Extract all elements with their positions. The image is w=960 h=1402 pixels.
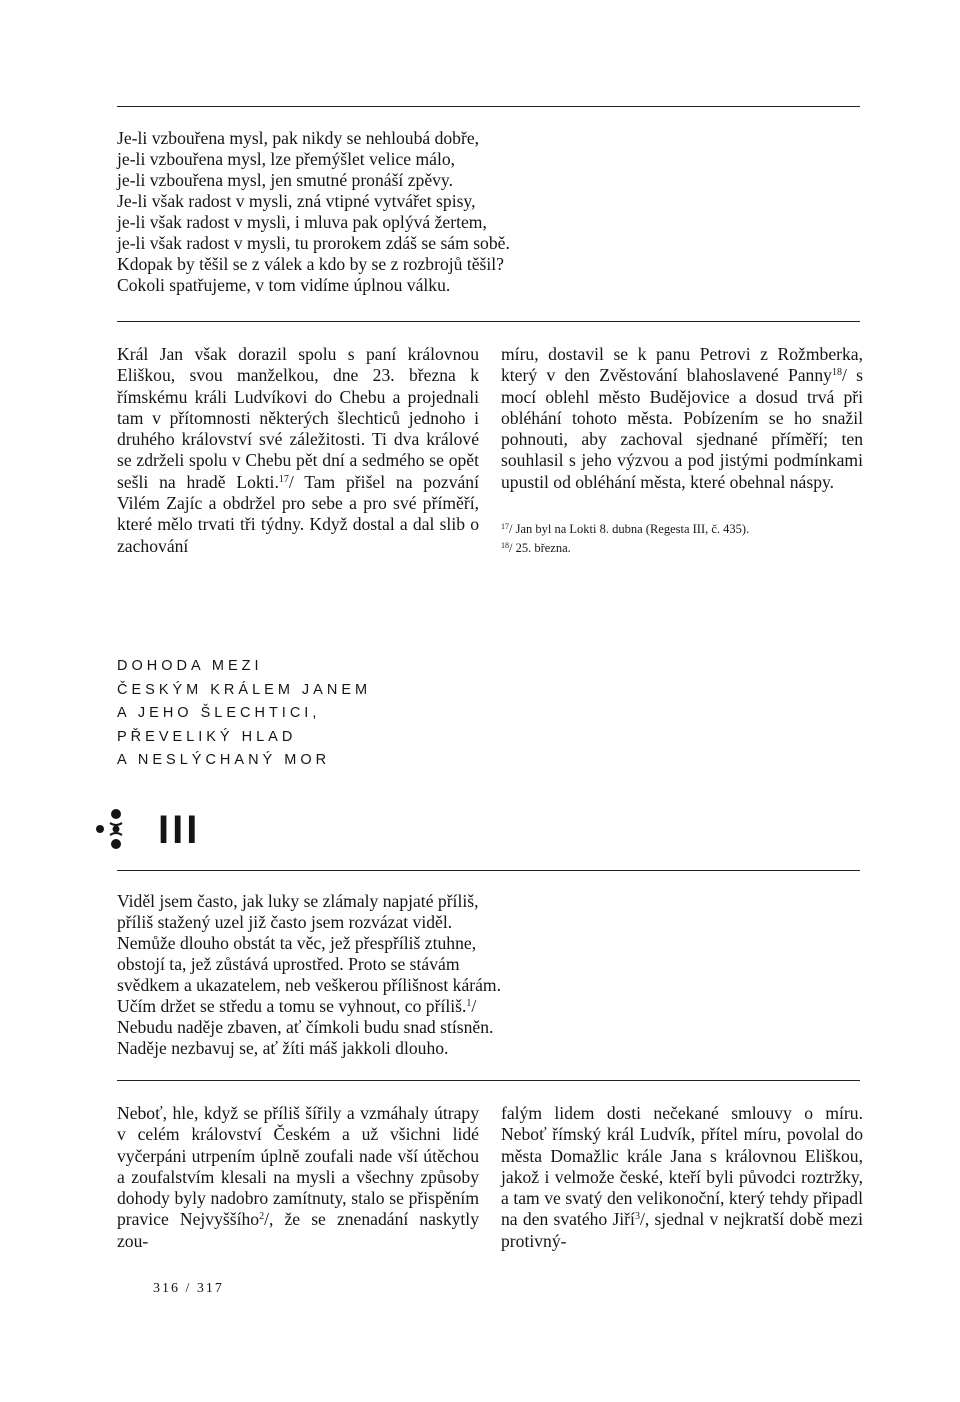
paragraph: míru, dostavil se k panu Petrovi z Rožmberka, který v den Zvěstování blahoslavené Panny$^{18}$/ s mocí oblehl město Budějovice a dosud trvá při obléhání tohoto města. Pobízením se ho snažil pohnouti, aby zachoval sjednané příměří; ten souhlasil s jeho výzvou a pod jistými podmínkami upustil od obléhání města, které obehnal náspy. xyxy=(501,344,863,492)
footnotes xyxy=(501,520,749,558)
poem-top xyxy=(117,128,510,296)
poem-line: Naděje nezbavuj se, ať žíti máš jakkoli dlouho. xyxy=(117,1038,449,1058)
poem-line: svědkem a ukazatelem, neb veškerou přílišnost kárám. xyxy=(117,975,502,995)
footnote-ref: 1 xyxy=(466,998,472,1009)
heading-line: A JEHO ŠLECHTICI, xyxy=(117,705,321,722)
poem-line: je-li vzbouřena mysl, jen smutné pronáší zpěvy. xyxy=(117,170,453,190)
poem-line: je-li však radost v mysli, tu prorokem zdáš se sám sobě. xyxy=(117,233,510,253)
poem-line: Nemůže dlouho obstát ta věc, jež přespříliš ztuhne, xyxy=(117,933,477,953)
poem1-bottom-rule xyxy=(117,321,860,322)
paragraph: Král Jan však dorazil spolu s paní královnou Eliškou, svou manželkou, dne 23. března k římskému králi Ludvíkovi do Chebu a projednali tam v přítomnosti některých šlechticů jednoho i druhého království své záležitosti. Ti dva králové se zdrželi spolu v Chebu pět dní a sedmého se opět sešli na hradě Lokti.$^{17}$/ Tam přišel na pozvání Vilém Zajíc a obdržel pro sebe a pro své příměří, které mělo trvati tři týdny. Když dostal a dal slib o zachování xyxy=(117,344,479,556)
heading-line: ČESKÝM KRÁLEM JANEM xyxy=(117,681,372,698)
poem2-top-rule xyxy=(117,870,860,871)
poem-line: obstojí ta, jež zůstává uprostřed. Proto se stávám xyxy=(117,954,460,974)
poem-line: Nebudu naděje zbaven, ať čímkoli budu snad stísněn. xyxy=(117,1017,494,1037)
section1-left-column xyxy=(117,344,479,557)
page-number: 316 / 317 xyxy=(153,1281,224,1296)
section2-left-column xyxy=(117,1103,479,1252)
heading-line: DOHODA MEZI xyxy=(117,658,263,674)
poem-line: Je-li vzbouřena mysl, pak nikdy se nehloubá dobře, xyxy=(117,128,480,148)
chapter-heading xyxy=(117,655,371,773)
poem2-bottom-rule xyxy=(117,1080,860,1081)
paragraph: falým lidem dosti nečekané smlouvy o míru. Neboť římský král Ludvík, přítel míru, povolal do města Domažlic krále Jana s královnou Eliškou, jakož i velmože české, kteří byli původci roztržky, a tam ve svatý den velikonoční, který tehdy připadl na den svatého Jiří$^3$/, sjednal v nejkratší době mezi protivný- xyxy=(501,1103,863,1251)
poem-line: Je-li však radost v mysli, zná vtipné vytvářet spisy, xyxy=(117,191,476,211)
poem-line: Učím držet se středu a tomu se vyhnout, co příliš.$^1$/ xyxy=(117,996,477,1016)
poem-line: Cokoli spatřujeme, v tom vidíme úplnou válku. xyxy=(117,275,451,295)
poem-middle xyxy=(117,891,501,1059)
ornament-dots-icon xyxy=(96,806,136,852)
poem-line: Kdopak by těšil se z válek a kdo by se z rozbrojů těšil? xyxy=(117,254,504,274)
chapter-number: III xyxy=(158,808,201,852)
section2-right-column xyxy=(501,1103,863,1252)
poem-line: příliš stažený uzel již často jsem rozvázat viděl. xyxy=(117,912,453,932)
poem-line: je-li vzbouřena mysl, lze přemýšlet velice málo, xyxy=(117,149,456,169)
poem-line: Viděl jsem často, jak luky se zlámaly napjaté příliš, xyxy=(117,891,479,911)
footnote: $^{18}$/ 25. března. xyxy=(501,541,571,555)
top-rule xyxy=(117,106,860,107)
section1-right-column xyxy=(501,344,863,493)
footnote: $^{17}$/ Jan byl na Lokti 8. dubna (Regesta III, č. 435). xyxy=(501,522,750,536)
poem-line: je-li však radost v mysli, i mluva pak oplývá žertem, xyxy=(117,212,487,232)
footnote-ref: 17 xyxy=(278,473,289,485)
footnote-ref: 18 xyxy=(831,367,842,379)
heading-line: PŘEVELIKÝ HLAD xyxy=(117,728,297,745)
footnote-ref: 2 xyxy=(259,1211,265,1223)
paragraph: Neboť, hle, když se příliš šířily a vzmáhaly útrapy v celém království Českém a už všichni lidé vyčerpáni utrpením úplně zoufali nade vší útěchou a zoufalstvím klesali na mysli a všechny způsoby dohody byly nadobro zamítnuty, stalo se přispěním pravice Nejvyššího$^2$/, že se znenadání naskytly zou- xyxy=(117,1103,479,1251)
footnote-ref: 3 xyxy=(634,1211,640,1223)
heading-line: A NESLÝCHANÝ MOR xyxy=(117,752,331,769)
